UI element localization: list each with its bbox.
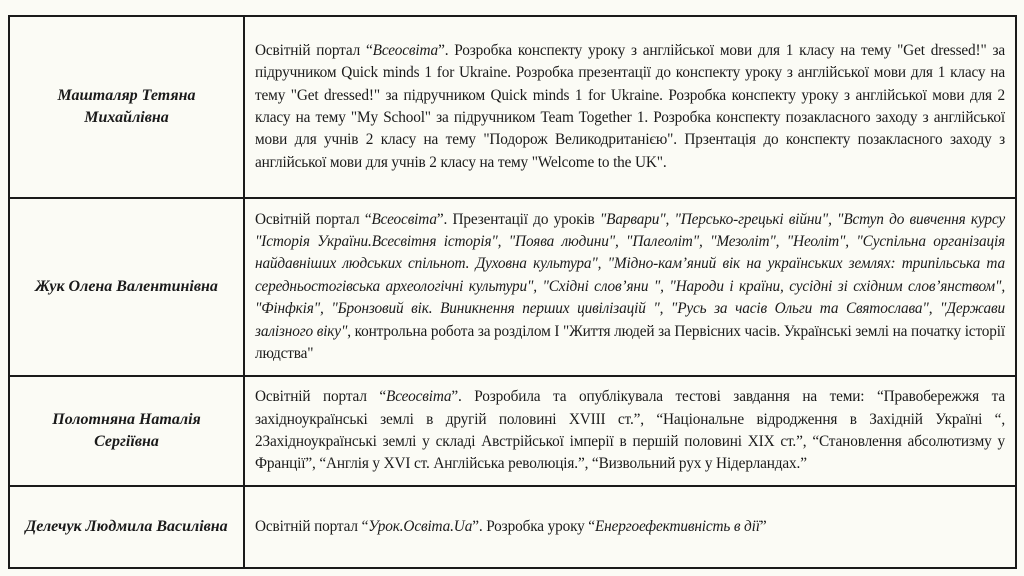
text-segment: ”. Розробка уроку “ xyxy=(472,517,595,535)
teacher-name: Жук Олена Валентинівна xyxy=(9,198,244,376)
text-segment: Освітній портал “ xyxy=(255,388,387,406)
portal-name: Всеосвіта xyxy=(371,210,437,228)
text-segment: Освітній портал “ xyxy=(255,41,373,59)
text-segment: , контрольна робота за розділом І "Життя людей за Первісних часів. Українські землі на початку історії людства" xyxy=(255,322,1005,363)
teacher-name: Машталяр Тетяна Михайлівна xyxy=(9,16,244,198)
work-description xyxy=(244,376,1016,486)
table-row xyxy=(9,16,1016,198)
text-segment: ”. Розробка конспекту уроку з англійської мови для 1 класу на тему "Get dressed!" за підручником Quick minds 1 for Ukraine. Розробка презентації до конспекту уроку з англійської мови для 1 класу на тему "Get dressed!" за підручником Quick minds 1 for Ukraine. Розробка конспекту уроку з англійської мови для 2 класу на тему "My School" за підручником Team Together 1. Розробка конспекту позакласного заходу з англійської мови для учнів 2 класу на тему "Подорож Великодританією". Прзентація до конспекту позакласного заходу з англійської мови для учнів 2 класу на тему "Welcome to the UK". xyxy=(255,41,1006,171)
portal-name: Всеосвіта xyxy=(386,388,452,406)
work-description xyxy=(244,16,1016,198)
teacher-name: Делечук Людмила Василівна xyxy=(9,486,244,568)
text-segment: Освітній портал “ xyxy=(255,210,372,228)
text-segment: ”. Презентації до уроків xyxy=(436,210,600,228)
table-row xyxy=(9,198,1016,376)
text-segment: ”. Розробила та опублікувала тестові завдання на теми: “Правобережжя та західноукраїнські землі в другій половині XVIII ст.”, “Національне відродження в Західній Україні “, 2Західноукраїнські землі у складі Австрійської імперії в першій половині XIX ст.”, “Становлення абсолютизму у Франції”, “Англія у XVI ст. Англійська революція.”, “Визвольний рух у Нідерландах.” xyxy=(255,388,1005,473)
work-description xyxy=(244,486,1016,568)
table-row xyxy=(9,486,1016,568)
portal-name: Всеосвіта xyxy=(372,41,439,59)
lesson-titles: "Варвари", "Персько-грецькі війни", "Вступ до вивчення курсу "Історія України.Всесвітня історія", "Поява людини", "Палеоліт", "Мезоліт", "Неоліт", "Суспільна організація найдавніших людських спільнот. Духовна культура", "Мідно-кам’яний вік на українських землях: трипільська та середньостогівська археологічні культури", "Східні слов’яни ", "Народи і країни, сусідні зі східним слов’янством", "Фінфкія", "Бронзовий вік. Виникнення перших цивілізацій ", "Русь за часів Ольги та Святослава", "Держави залізного віку" xyxy=(255,210,1006,340)
contributions-table xyxy=(8,15,1017,569)
portal-name: Урок.Освіта.Ua xyxy=(368,517,473,535)
table-row xyxy=(9,376,1016,486)
lesson-title: Енергоефективність в дії xyxy=(594,517,760,535)
text-segment: Освітній портал “ xyxy=(255,517,369,535)
text-segment: ” xyxy=(759,517,767,535)
work-description xyxy=(244,198,1016,376)
teacher-name: Полотняна Наталія Сергіївна xyxy=(9,376,244,486)
